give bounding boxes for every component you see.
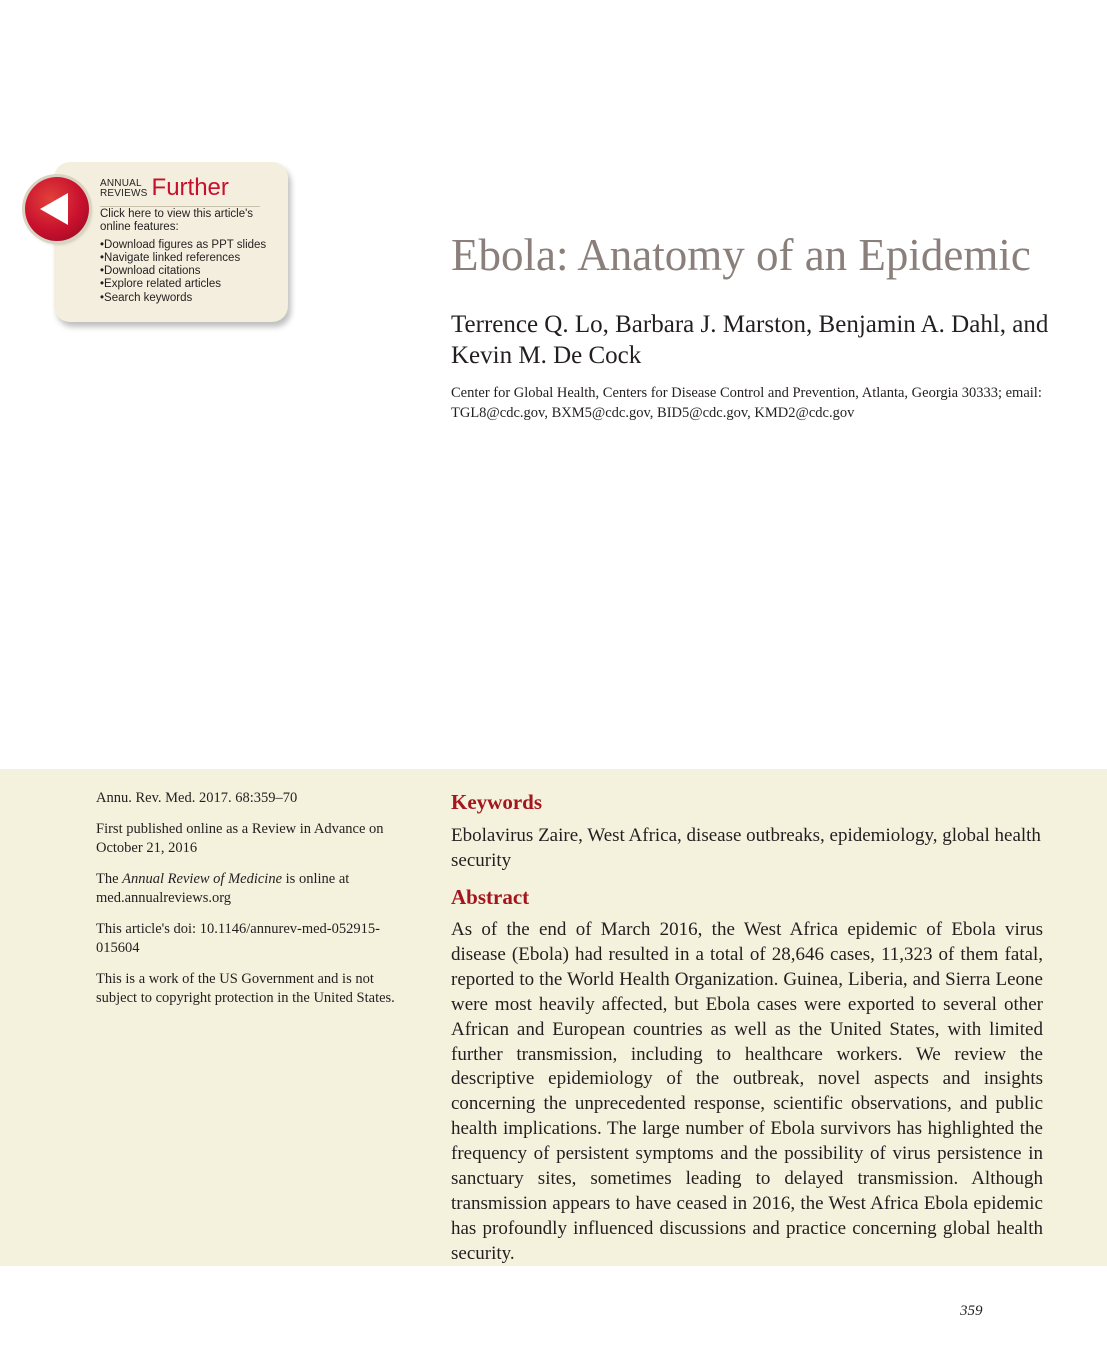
article-info-sidebar	[96, 789, 406, 1020]
annual-reviews-wordmark: ANNUAL REVIEWS	[100, 178, 148, 199]
annual-reviews-further-logo	[100, 176, 229, 200]
left-arrow-icon[interactable]	[25, 177, 89, 241]
keywords-heading: Keywords	[451, 790, 542, 814]
keywords-text: Ebolavirus Zaire, West Africa, disease outbreaks, epidemiology, global health security	[451, 825, 1041, 871]
feature-item: • Search keywords	[100, 292, 280, 305]
further-wordmark: Further	[151, 174, 229, 201]
article-affiliation: Center for Global Health, Centers for Disease Control and Prevention, Atlanta, Georgia 30333; email: TGL8@cdc.gov, BXM5@cdc.gov, BID5@cdc.gov, KMD2@cdc.gov	[451, 385, 1042, 421]
feature-item: • Explore related articles	[100, 278, 280, 291]
feature-list	[100, 239, 280, 305]
doi: This article's doi: 10.1146/annurev-med-052915-015604	[96, 921, 380, 956]
first-published: First published online as a Review in Advance on October 21, 2016	[96, 821, 384, 856]
click-here-link[interactable]: Click here	[100, 208, 152, 220]
citation: Annu. Rev. Med. 2017. 68:359–70	[96, 790, 298, 806]
feature-item: • Download citations	[100, 265, 280, 278]
feature-item: • Download figures as PPT slides	[100, 239, 280, 252]
journal-name: Annual Review of Medicine	[122, 871, 283, 887]
abstract-text: As of the end of March 2016, the West Africa epidemic of Ebola virus disease (Ebola) had resulted in a total of 28,646 cases, 11,323 of them fatal, reported to the World Health Organization. Guinea, Liberia, and Sierra Leone were most heavily affected, but Ebola cases were exported to several other African and European countries as well as the United States, with limited further transmission, including to healthcare workers. We review the descriptive epidemiology of the outbreak, novel aspects and insights concerning the unprecedented response, scientific observations, and public health implications. The large number of Ebola survivors has highlighted the frequency of persistent symptoms and the possibility of virus persistence in sanctuary sites, sometimes leading to delayed transmission. Although transmission appears to have ceased in 2016, the West Africa Ebola epidemic has profoundly influenced discussions and practice concerning global health security.	[451, 919, 1043, 1264]
feature-item: • Navigate linked references	[100, 252, 280, 265]
article-authors: Terrence Q. Lo, Barbara J. Marston, Benjamin A. Dahl, and Kevin M. De Cock	[451, 311, 1049, 369]
click-here-rest: to view this article's online features:	[100, 208, 254, 234]
abstract-section	[451, 789, 1043, 1267]
article-title: Ebola: Anatomy of an Epidemic	[451, 230, 1031, 280]
copyright-note: This is a work of the US Government and is not subject to copyright protection in the United States.	[96, 971, 395, 1006]
further-divider	[100, 206, 260, 207]
further-description	[100, 208, 280, 305]
online-availability: The Annual Review of Medicine is online at med.annualreviews.org	[96, 871, 350, 906]
abstract-heading: Abstract	[451, 885, 530, 909]
page-number: 359	[960, 1303, 983, 1319]
